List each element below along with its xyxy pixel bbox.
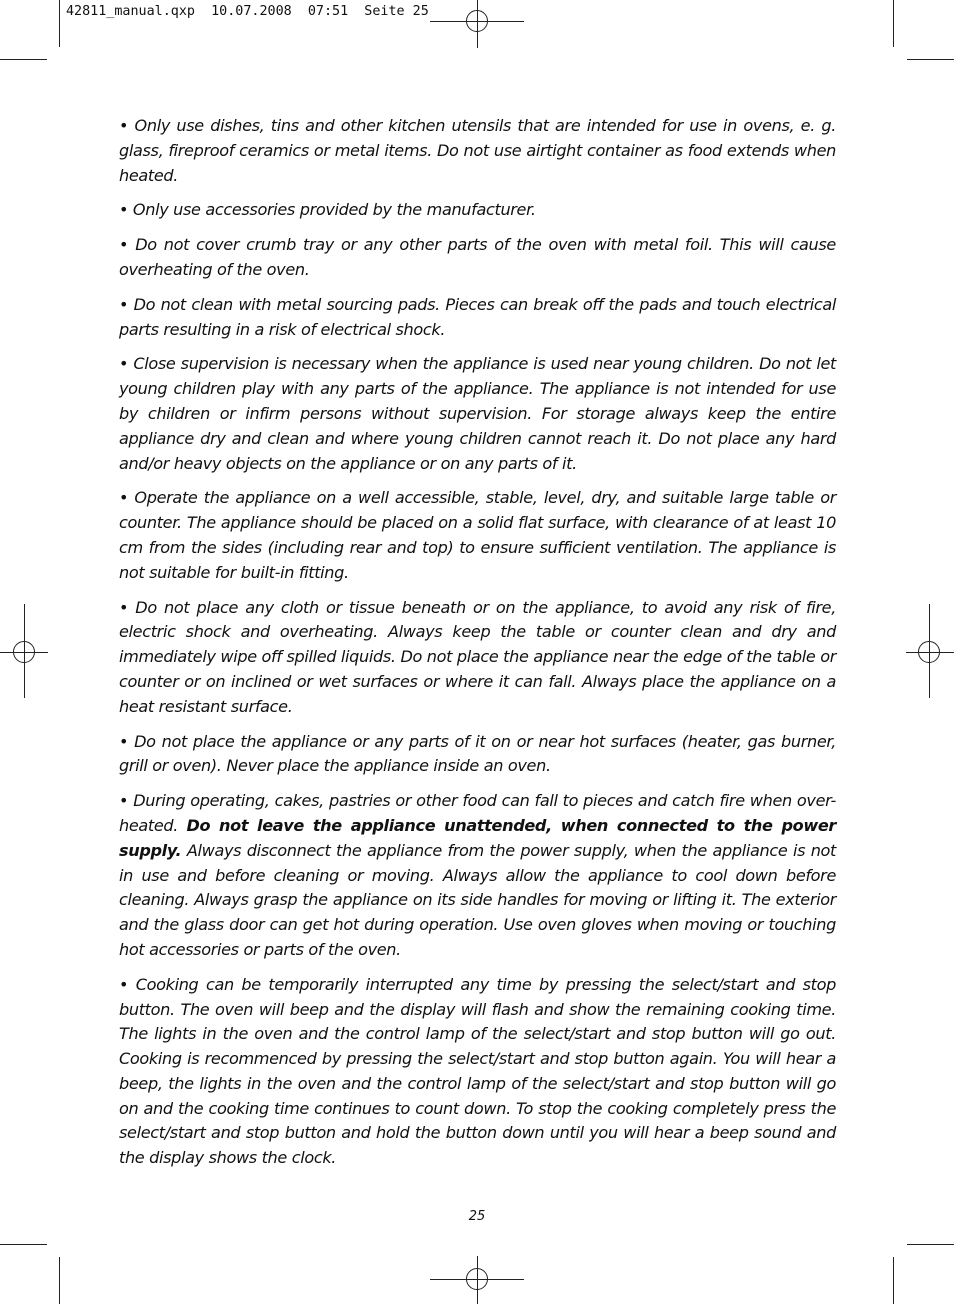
paragraph-accessories: • Only use accessories provided by the manufacturer. xyxy=(119,200,536,220)
crop-mark-top-left-horizontal xyxy=(0,59,47,60)
crop-mark-top-left-vertical xyxy=(59,0,60,47)
paragraph-children-supervision: • Close supervision is necessary when the appliance is used near young children. Do not let young children play with any parts of the appliance. The appliance is not intended for use by children or infirm persons without supervision. For storage always keep the entire appliance dry and clean and where young children cannot reach it. Do not place any hard and/or heavy objects on the appliance or on any parts of it. xyxy=(119,354,836,473)
print-slug: 42811_manual.qxp 10.07.2008 07:51 Seite 25 xyxy=(66,4,429,19)
page-number: 25 xyxy=(468,1209,486,1224)
safety-instructions xyxy=(119,114,836,1181)
crop-mark-top-right-vertical xyxy=(893,0,894,47)
warning-text-after: Always disconnect the appliance from the power supply, when the appliance is not in use and before cleaning or moving. Always allow the appliance to cool down before cleaning. Always grasp the appliance on its side handles for moving or lifting it. The exterior and the glass door can get hot during operation. Use oven gloves when moving or touching hot accessories or parts of the oven. xyxy=(119,840,836,959)
paragraph-interrupt-cooking: • Cooking can be temporarily interrupted any time by pressing the select/start and stop button. The oven will beep and the display will flash and show the remaining cooking time. The lights in the oven and the control lamp of the select/start and stop button will go out. Cooking is recommenced by pressing the select/start and stop button again. You will hear a beep, the lights in the oven and the control lamp of the select/start and stop button will go on and the cooking time continues to count down. To stop the cooking completely press the select/start and stop button and hold the button down until you will hear a beep sound and the display shows the clock. xyxy=(119,974,836,1168)
crop-mark-top-right-horizontal xyxy=(907,59,954,60)
crop-mark-bottom-left-vertical xyxy=(59,1257,60,1304)
crop-mark-bottom-left-horizontal xyxy=(0,1244,47,1245)
crop-mark-bottom-right-horizontal xyxy=(907,1244,954,1245)
paragraph-oven-utensils: • Only use dishes, tins and other kitchen utensils that are intended for use in ovens, e. g. glass, fireproof ceramics or metal items. Do not use airtight container as food extends when heated. xyxy=(119,116,836,185)
crop-mark-bottom-right-vertical xyxy=(893,1257,894,1304)
paragraph-hot-surfaces: • Do not place the appliance or any parts of it on or near hot surfaces (heater, gas burner, grill or oven). Never place the appliance inside an oven. xyxy=(119,731,836,776)
paragraph-cloth-tissue: • Do not place any cloth or tissue beneath or on the appliance, to avoid any risk of fire, electric shock and overheating. Always keep the table or counter clean and dry and immediately wipe off spilled liquids. Do not place the appliance near the edge of the table or counter or on inclined or wet surfaces or where it can fall. Always place the appliance on a heat resistant surface. xyxy=(119,597,836,716)
paragraph-unattended-warning xyxy=(119,789,836,963)
paragraph-placement: • Operate the appliance on a well accessible, stable, level, dry, and suitable large table or counter. The appliance should be placed on a solid flat surface, with clearance of at least 10 cm from the sides (including rear and top) to ensure sufficient ventilation. The appliance is not suitable for built-in fitting. xyxy=(119,488,836,582)
paragraph-metal-foil: • Do not cover crumb tray or any other parts of the oven with metal foil. This will cause overheating of the oven. xyxy=(119,235,836,279)
warning-bold-text: Do not leave the appliance unattended, when connected to the power supply. xyxy=(119,815,837,860)
paragraph-cleaning-pads: • Do not clean with metal sourcing pads. Pieces can break off the pads and touch electrical parts resulting in a risk of electrical shock. xyxy=(119,294,836,339)
warning-text-before: • During operating, cakes, pastries or other food can fall to pieces and catch fire when over-heated. xyxy=(119,791,836,835)
